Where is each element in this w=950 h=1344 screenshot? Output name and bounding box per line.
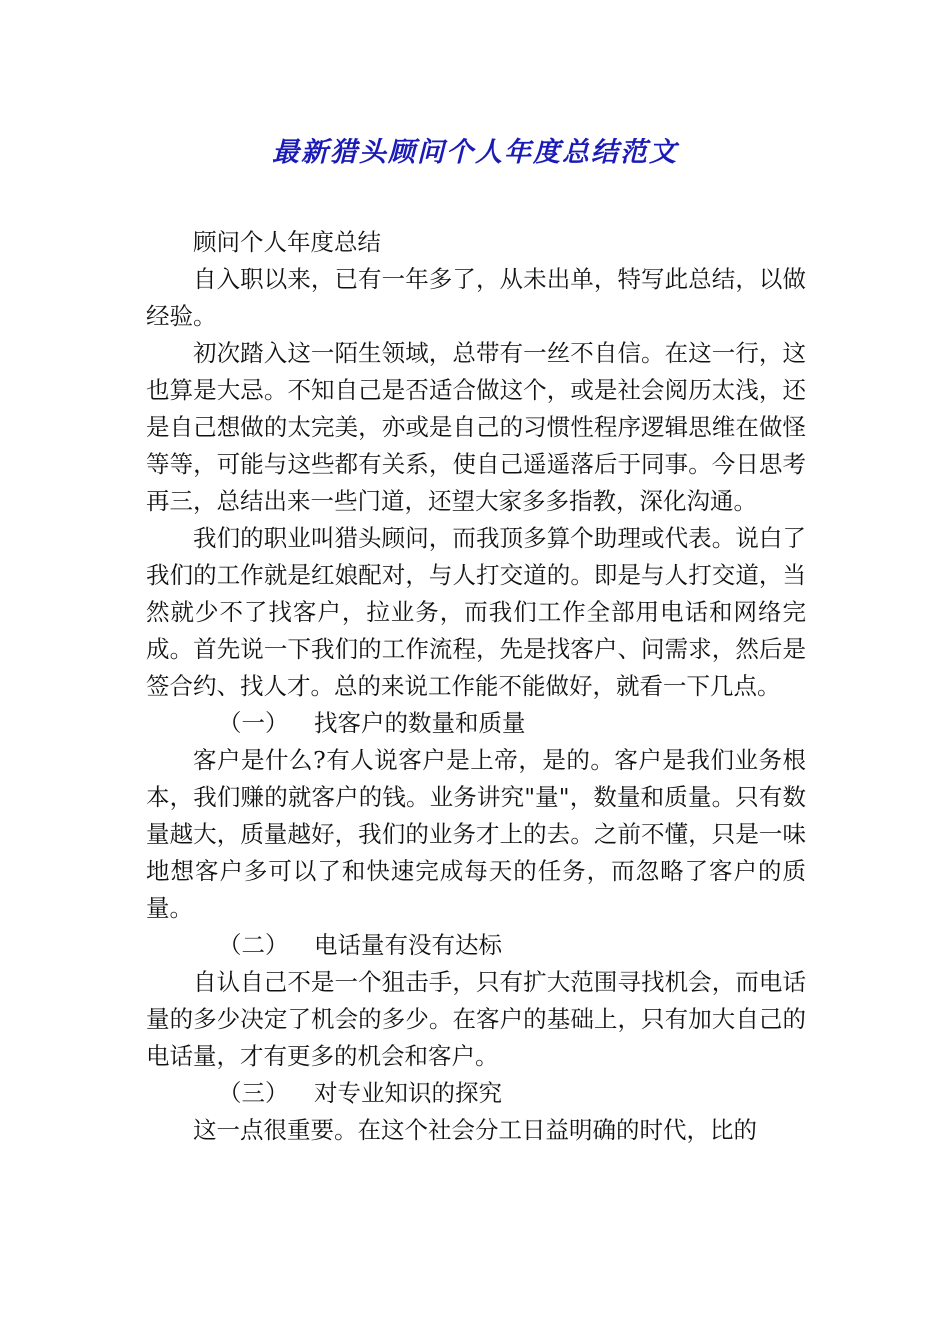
paragraph-reflection: 初次踏入这一陌生领域，总带有一丝不自信。在这一行，这也算是大忌。不知自己是否适合做这个，或是社会阅历太浅，还是自己想做的太完美，亦或是自己的习惯性程序逻辑思维在做怪等等，可能与这些都有关系，使自己遥遥落后于同事。今日思考再三，总结出来一些门道，还望大家多多指教，深化沟通。 xyxy=(146,339,806,515)
paragraph-expertise: 这一点很重要。在这个社会分工日益明确的时代，比的 xyxy=(193,1116,757,1144)
section-heading-1 xyxy=(146,705,806,742)
document-title: 最新猎头顾问个人年度总结范文 xyxy=(272,137,678,168)
section-heading-2 xyxy=(146,927,806,964)
paragraph-job-description: 我们的职业叫猎头顾问，而我顶多算个助理或代表。说白了我们的工作就是红娘配对，与人打交道的。即是与人打交道，当然就少不了找客户，拉业务，而我们工作全部用电话和网络完成。首先说一下我们的工作流程，先是找客户、问需求，然后是签合约、找人才。总的来说工作能不能做好，就看一下几点。 xyxy=(146,524,806,700)
section-heading-3 xyxy=(146,1075,806,1112)
section-heading-1-text: 找客户的数量和质量 xyxy=(314,709,526,737)
paragraph-call-volume: 自认自己不是一个狙击手，只有扩大范围寻找机会，而电话量的多少决定了机会的多少。在客户的基础上，只有加大自己的电话量，才有更多的机会和客户。 xyxy=(146,968,806,1070)
section-heading-2-number: （二） xyxy=(218,931,289,959)
section-heading-3-number: （三） xyxy=(218,1079,289,1107)
section-heading-1-number: （一） xyxy=(218,709,289,737)
section-heading-3-text: 对专业知识的探究 xyxy=(314,1079,502,1107)
section-subtitle: 顾问个人年度总结 xyxy=(193,228,381,256)
paragraph-intro: 自入职以来，已有一年多了，从未出单，特写此总结，以做经验。 xyxy=(146,265,806,330)
section-heading-2-text: 电话量有没有达标 xyxy=(314,931,502,959)
document-body xyxy=(146,224,806,1149)
paragraph-customers: 客户是什么?有人说客户是上帝，是的。客户是我们业务根本，我们赚的就客户的钱。业务讲究"量"，数量和质量。只有数量越大，质量越好，我们的业务才上的去。之前不懂，只是一味地想客户多可以了和快速完成每天的任务，而忽略了客户的质量。 xyxy=(146,746,806,922)
